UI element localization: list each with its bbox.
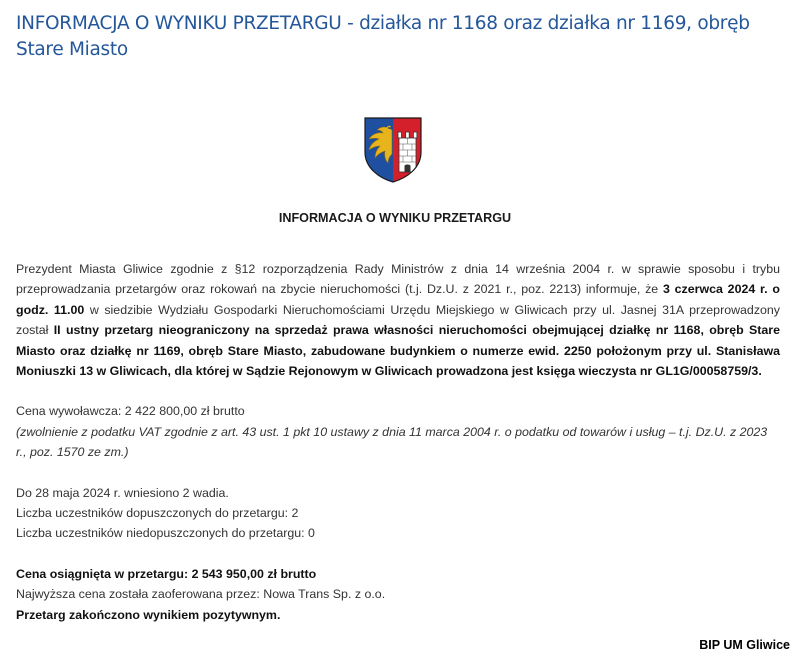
achieved-price-text: Cena osiągnięta w przetargu: 2 543 950,00 zł brutto — [16, 566, 317, 581]
intro-text-part1: Prezydent Miasta Gliwice zgodnie z §12 rozporządzenia Rady Ministrów z dnia 14 września 2004 r. w sprawie sposobu i trybu przeprowadzania przetargów oraz rokowań na zbycie nieruchomości (t.j. Dz.U. z 2021 r., poz. 2213) informuje, że — [16, 262, 780, 297]
not-admitted-participants: Liczba uczestników niedopuszczonych do przetargu: 0 — [16, 526, 315, 541]
starting-price: Cena wywoławcza: 2 422 800,00 zł brutto — [16, 404, 245, 419]
deposits-info: Do 28 maja 2024 r. wniesiono 2 wadia. — [16, 485, 229, 500]
auction-date: 3 czerwca 2024 r. o godz. 11.00 — [16, 282, 780, 317]
auction-outcome-text: Przetarg zakończono wynikiem pozytywnym. — [16, 607, 281, 622]
gliwice-coat-of-arms-icon — [363, 116, 423, 184]
admitted-participants: Liczba uczestników dopuszczonych do przetargu: 2 — [16, 506, 299, 521]
auction-outcome — [16, 605, 780, 625]
intro-text-part2: w siedzibie Wydziału Gospodarki Nieruchomościami Urzędu Miejskiego w Gliwicach przy ul. Jasnej 31A przeprowadzony został — [16, 302, 780, 338]
watermark: BIP UM Gliwice — [699, 638, 790, 652]
auction-subject: II ustny przetarg nieograniczony na sprzedaż prawa własności nieruchomości obejmującej działkę nr 1168, obręb Stare Miasto oraz działkę nr 1169, obręb Stare Miasto, zabudowane budynkiem o numerze ewid. 2250 położonym przy ul. Stanisława Moniuszki 13 w Gliwicach, dla której w Sądzie Rejonowym w Gliwicach prowadzona jest księga wieczysta nr GL1G/00058759/3. — [16, 323, 780, 379]
document-body — [16, 259, 780, 625]
document-heading: INFORMACJA O WYNIKU PRZETARGU — [278, 211, 512, 225]
achieved-price — [16, 564, 780, 584]
intro-paragraph — [16, 259, 780, 381]
page-title: INFORMACJA O WYNIKU PRZETARGU - działka nr 1168 oraz działka nr 1169, obręb Stare Miasto — [16, 13, 750, 60]
vat-exemption-note: (zwolnienie z podatku VAT zgodnie z art. 43 ust. 1 pkt 10 ustawy z dnia 11 marca 2004 r. o podatku od towarów i usług – t.j. Dz.U. z 2023 r., poz. 1570 ze zm.) — [16, 424, 768, 460]
highest-bidder: Najwyższa cena została zaoferowana przez: Nowa Trans Sp. z o.o. — [16, 587, 386, 602]
